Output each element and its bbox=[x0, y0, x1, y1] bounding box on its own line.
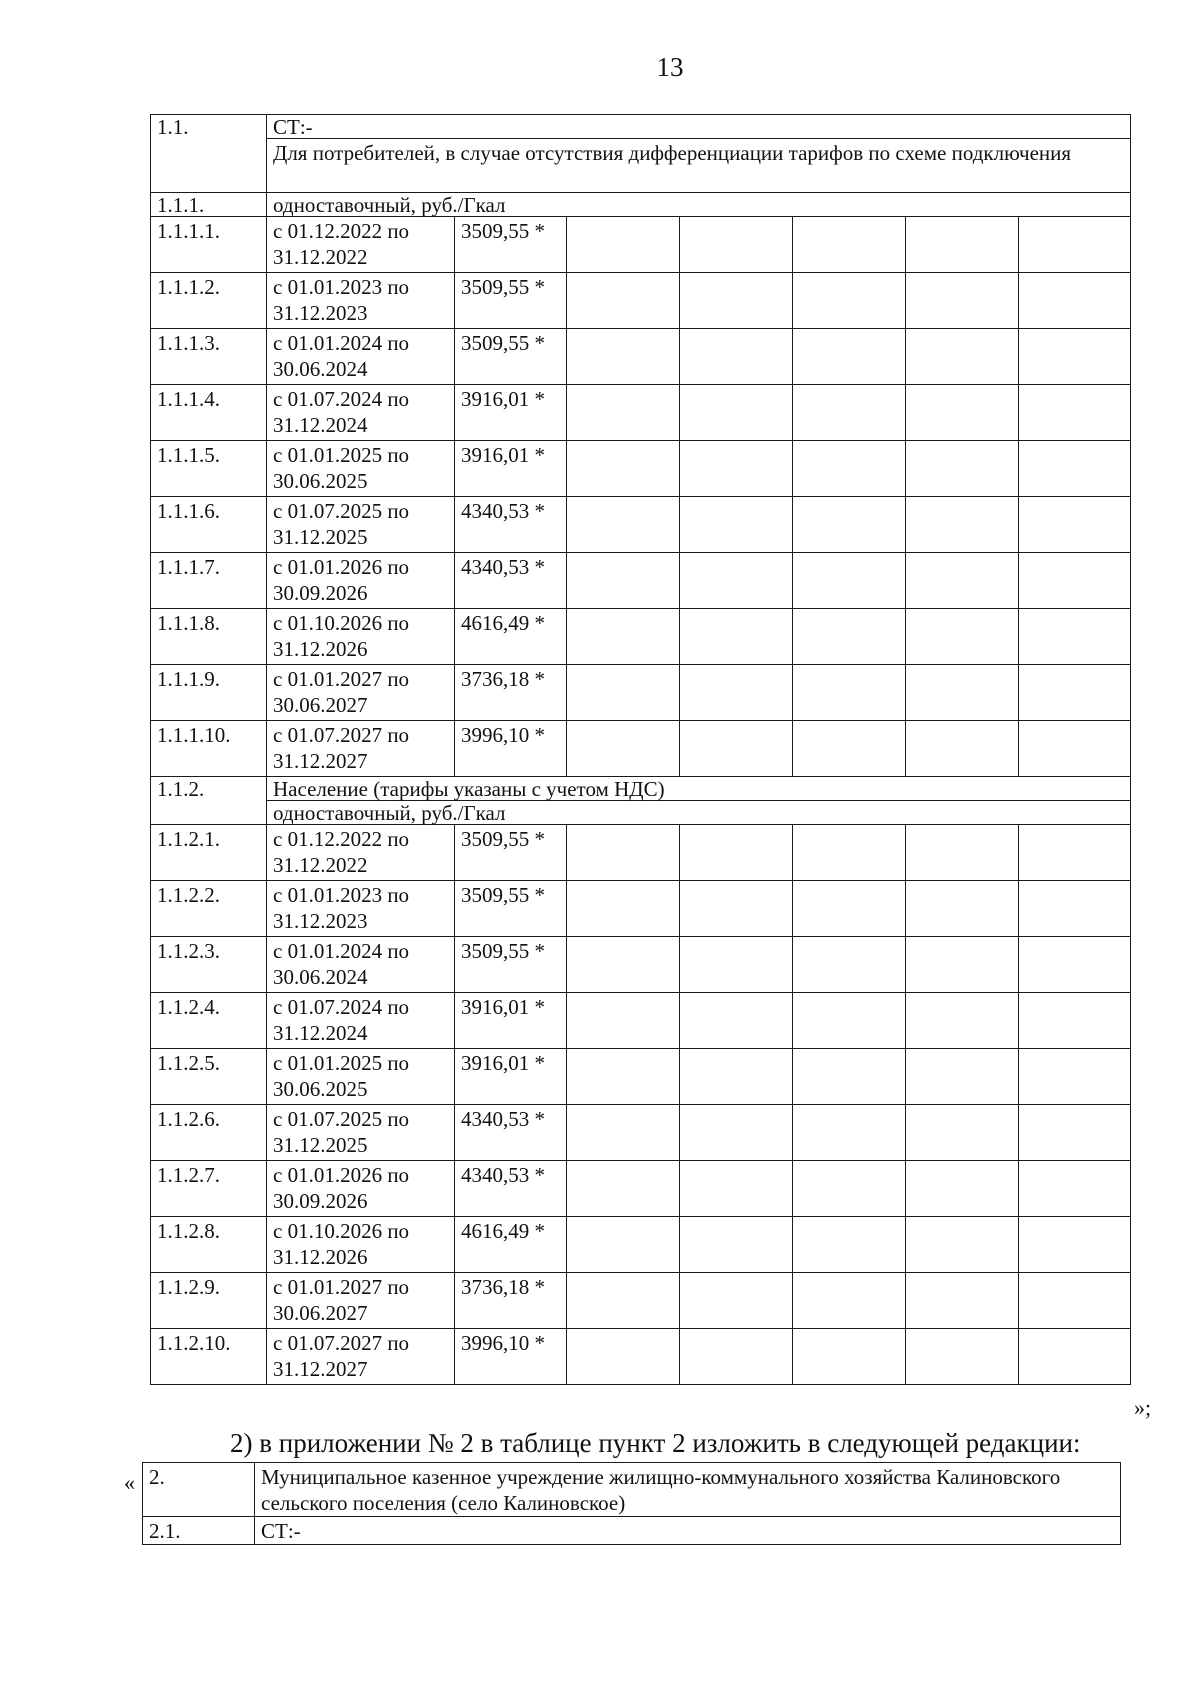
empty-cell bbox=[906, 609, 1019, 665]
population-tariff-row bbox=[151, 1217, 1131, 1273]
empty-cell bbox=[1019, 329, 1131, 385]
row-code: 1.1.2.10. bbox=[151, 1329, 267, 1385]
row-period: с 01.07.2025 по 31.12.2025 bbox=[267, 1105, 455, 1161]
empty-cell bbox=[680, 385, 793, 441]
empty-cell bbox=[793, 665, 906, 721]
group2-code: 1.1.2. bbox=[151, 777, 267, 825]
empty-cell bbox=[567, 1161, 680, 1217]
tariff-row bbox=[151, 441, 1131, 497]
empty-cell bbox=[793, 1217, 906, 1273]
empty-cell bbox=[1019, 497, 1131, 553]
row-period: с 01.12.2022 по 31.12.2022 bbox=[267, 825, 455, 881]
empty-cell bbox=[680, 825, 793, 881]
empty-cell bbox=[567, 609, 680, 665]
empty-cell bbox=[906, 1049, 1019, 1105]
row-period: с 01.07.2027 по 31.12.2027 bbox=[267, 1329, 455, 1385]
row-code: 1.1.1.9. bbox=[151, 665, 267, 721]
tariff-row bbox=[151, 497, 1131, 553]
empty-cell bbox=[567, 1049, 680, 1105]
tariff-row bbox=[151, 273, 1131, 329]
empty-cell bbox=[680, 441, 793, 497]
empty-cell bbox=[906, 1217, 1019, 1273]
empty-cell bbox=[793, 441, 906, 497]
empty-cell bbox=[906, 217, 1019, 273]
row-value: 3916,01 * bbox=[455, 1049, 567, 1105]
empty-cell bbox=[680, 553, 793, 609]
empty-cell bbox=[680, 1329, 793, 1385]
row-value: 4616,49 * bbox=[455, 609, 567, 665]
row-period: с 01.01.2023 по 31.12.2023 bbox=[267, 881, 455, 937]
row-value: 3509,55 * bbox=[455, 937, 567, 993]
empty-cell bbox=[906, 881, 1019, 937]
empty-cell bbox=[793, 1105, 906, 1161]
empty-cell bbox=[680, 721, 793, 777]
tariff-row bbox=[151, 553, 1131, 609]
row-value: 3736,18 * bbox=[455, 1273, 567, 1329]
empty-cell bbox=[680, 665, 793, 721]
row-value: 4340,53 * bbox=[455, 553, 567, 609]
empty-cell bbox=[567, 665, 680, 721]
empty-cell bbox=[567, 441, 680, 497]
row-code: 1.1.2.5. bbox=[151, 1049, 267, 1105]
empty-cell bbox=[793, 993, 906, 1049]
section-code: 1.1. bbox=[151, 115, 267, 193]
row-value: 3509,55 * bbox=[455, 329, 567, 385]
row-value: 3916,01 * bbox=[455, 441, 567, 497]
group1-code: 1.1.1. bbox=[151, 193, 267, 217]
empty-cell bbox=[906, 441, 1019, 497]
empty-cell bbox=[680, 881, 793, 937]
population-tariff-row bbox=[151, 1049, 1131, 1105]
group2-unit-row bbox=[151, 801, 1131, 825]
empty-cell bbox=[567, 217, 680, 273]
tariff-row bbox=[151, 721, 1131, 777]
empty-cell bbox=[793, 881, 906, 937]
row-value: 3996,10 * bbox=[455, 1329, 567, 1385]
opening-quote: « bbox=[124, 1470, 135, 1495]
row-period: с 01.12.2022 по 31.12.2022 bbox=[267, 217, 455, 273]
page-number: 13 bbox=[656, 52, 684, 82]
empty-cell bbox=[680, 1217, 793, 1273]
empty-cell bbox=[906, 273, 1019, 329]
empty-cell bbox=[567, 553, 680, 609]
tariff-table bbox=[150, 114, 1131, 1385]
empty-cell bbox=[793, 385, 906, 441]
empty-cell bbox=[1019, 1105, 1131, 1161]
row-period: с 01.01.2026 по 30.09.2026 bbox=[267, 1161, 455, 1217]
empty-cell bbox=[793, 1329, 906, 1385]
row-code: 1.1.2.3. bbox=[151, 937, 267, 993]
empty-cell bbox=[906, 329, 1019, 385]
empty-cell bbox=[567, 329, 680, 385]
empty-cell bbox=[906, 721, 1019, 777]
empty-cell bbox=[793, 497, 906, 553]
group2-unit: одноставочный, руб./Гкал bbox=[267, 801, 1131, 825]
tariff-row bbox=[151, 329, 1131, 385]
empty-cell bbox=[906, 1161, 1019, 1217]
row-code: 1.1.2.6. bbox=[151, 1105, 267, 1161]
empty-cell bbox=[1019, 937, 1131, 993]
empty-cell bbox=[680, 497, 793, 553]
empty-cell bbox=[906, 825, 1019, 881]
row-value: 3916,01 * bbox=[455, 993, 567, 1049]
row-code: 1.1.1.2. bbox=[151, 273, 267, 329]
row-period: с 01.10.2026 по 31.12.2026 bbox=[267, 609, 455, 665]
row-code: 1.1.1.10. bbox=[151, 721, 267, 777]
empty-cell bbox=[793, 273, 906, 329]
empty-cell bbox=[567, 993, 680, 1049]
empty-cell bbox=[680, 1105, 793, 1161]
empty-cell bbox=[567, 881, 680, 937]
row-code: 1.1.2.1. bbox=[151, 825, 267, 881]
tariff-row bbox=[151, 609, 1131, 665]
empty-cell bbox=[1019, 217, 1131, 273]
row-period: с 01.07.2027 по 31.12.2027 bbox=[267, 721, 455, 777]
empty-cell bbox=[567, 1329, 680, 1385]
empty-cell bbox=[567, 1273, 680, 1329]
row-period: с 01.07.2024 по 31.12.2024 bbox=[267, 993, 455, 1049]
tariff-row bbox=[151, 665, 1131, 721]
empty-cell bbox=[680, 329, 793, 385]
empty-cell bbox=[567, 1217, 680, 1273]
row-code: 1.1.2.9. bbox=[151, 1273, 267, 1329]
empty-cell bbox=[793, 1049, 906, 1105]
row-code: 1.1.2.4. bbox=[151, 993, 267, 1049]
population-tariff-row bbox=[151, 825, 1131, 881]
empty-cell bbox=[1019, 825, 1131, 881]
empty-cell bbox=[680, 1273, 793, 1329]
row-value: 3736,18 * bbox=[455, 665, 567, 721]
row-value: 3509,55 * bbox=[455, 825, 567, 881]
row-value: 3916,01 * bbox=[455, 385, 567, 441]
row-code: 1.1.2.2. bbox=[151, 881, 267, 937]
empty-cell bbox=[1019, 993, 1131, 1049]
amendment-instruction: 2) в приложении № 2 в таблице пункт 2 изложить в следующей редакции: bbox=[230, 1428, 1081, 1458]
appendix2-code: 2. bbox=[143, 1463, 255, 1517]
row-period: с 01.01.2027 по 30.06.2027 bbox=[267, 1273, 455, 1329]
tariff-row bbox=[151, 385, 1131, 441]
empty-cell bbox=[906, 497, 1019, 553]
empty-cell bbox=[793, 825, 906, 881]
row-period: с 01.01.2024 по 30.06.2024 bbox=[267, 937, 455, 993]
appendix2-table bbox=[142, 1462, 1121, 1545]
row-value: 4340,53 * bbox=[455, 497, 567, 553]
empty-cell bbox=[793, 329, 906, 385]
appendix2-organization: Муниципальное казенное учреждение жилищно-коммунального хозяйства Калиновского сельского поселения (село Калиновское) bbox=[255, 1463, 1121, 1517]
empty-cell bbox=[567, 1105, 680, 1161]
empty-cell bbox=[793, 721, 906, 777]
section-row bbox=[151, 115, 1131, 139]
empty-cell bbox=[1019, 1329, 1131, 1385]
row-code: 1.1.2.7. bbox=[151, 1161, 267, 1217]
empty-cell bbox=[567, 825, 680, 881]
empty-cell bbox=[567, 937, 680, 993]
row-code: 1.1.1.5. bbox=[151, 441, 267, 497]
empty-cell bbox=[793, 1273, 906, 1329]
empty-cell bbox=[1019, 385, 1131, 441]
empty-cell bbox=[906, 1273, 1019, 1329]
empty-cell bbox=[906, 665, 1019, 721]
empty-cell bbox=[1019, 665, 1131, 721]
row-period: с 01.01.2024 по 30.06.2024 bbox=[267, 329, 455, 385]
population-tariff-row bbox=[151, 881, 1131, 937]
row-value: 3996,10 * bbox=[455, 721, 567, 777]
empty-cell bbox=[906, 993, 1019, 1049]
row-code: 1.1.1.6. bbox=[151, 497, 267, 553]
appendix2-sub-code: 2.1. bbox=[143, 1517, 255, 1545]
empty-cell bbox=[567, 273, 680, 329]
empty-cell bbox=[793, 937, 906, 993]
empty-cell bbox=[680, 937, 793, 993]
empty-cell bbox=[1019, 1049, 1131, 1105]
section-description: Для потребителей, в случае отсутствия дифференциации тарифов по схеме подключения bbox=[267, 139, 1131, 193]
empty-cell bbox=[680, 993, 793, 1049]
population-tariff-row bbox=[151, 1105, 1131, 1161]
row-value: 4616,49 * bbox=[455, 1217, 567, 1273]
empty-cell bbox=[793, 553, 906, 609]
empty-cell bbox=[1019, 1217, 1131, 1273]
row-period: с 01.01.2025 по 30.06.2025 bbox=[267, 1049, 455, 1105]
row-code: 1.1.2.8. bbox=[151, 1217, 267, 1273]
empty-cell bbox=[1019, 609, 1131, 665]
row-code: 1.1.1.8. bbox=[151, 609, 267, 665]
empty-cell bbox=[1019, 1273, 1131, 1329]
population-tariff-row bbox=[151, 1161, 1131, 1217]
row-value: 3509,55 * bbox=[455, 217, 567, 273]
empty-cell bbox=[906, 937, 1019, 993]
row-value: 4340,53 * bbox=[455, 1161, 567, 1217]
appendix2-org-row bbox=[143, 1463, 1121, 1517]
section-description-row bbox=[151, 139, 1131, 193]
empty-cell bbox=[1019, 721, 1131, 777]
row-code: 1.1.1.3. bbox=[151, 329, 267, 385]
empty-cell bbox=[906, 385, 1019, 441]
empty-cell bbox=[680, 609, 793, 665]
empty-cell bbox=[567, 497, 680, 553]
appendix2-sub-label: СТ:- bbox=[255, 1517, 1121, 1545]
empty-cell bbox=[680, 217, 793, 273]
empty-cell bbox=[680, 273, 793, 329]
empty-cell bbox=[1019, 881, 1131, 937]
group1-header-row bbox=[151, 193, 1131, 217]
group2-title: Население (тарифы указаны с учетом НДС) bbox=[267, 777, 1131, 801]
empty-cell bbox=[793, 609, 906, 665]
empty-cell bbox=[1019, 553, 1131, 609]
row-period: с 01.01.2026 по 30.09.2026 bbox=[267, 553, 455, 609]
row-period: с 01.01.2027 по 30.06.2027 bbox=[267, 665, 455, 721]
empty-cell bbox=[1019, 1161, 1131, 1217]
row-value: 4340,53 * bbox=[455, 1105, 567, 1161]
row-period: с 01.07.2025 по 31.12.2025 bbox=[267, 497, 455, 553]
group1-unit: одноставочный, руб./Гкал bbox=[267, 193, 1131, 217]
empty-cell bbox=[793, 1161, 906, 1217]
population-tariff-row bbox=[151, 937, 1131, 993]
empty-cell bbox=[793, 217, 906, 273]
row-value: 3509,55 * bbox=[455, 273, 567, 329]
empty-cell bbox=[1019, 273, 1131, 329]
empty-cell bbox=[906, 1105, 1019, 1161]
empty-cell bbox=[1019, 441, 1131, 497]
closing-quote: »; bbox=[1134, 1395, 1152, 1420]
row-period: с 01.10.2026 по 31.12.2026 bbox=[267, 1217, 455, 1273]
group2-header-row bbox=[151, 777, 1131, 801]
empty-cell bbox=[906, 553, 1019, 609]
empty-cell bbox=[567, 721, 680, 777]
row-value: 3509,55 * bbox=[455, 881, 567, 937]
empty-cell bbox=[906, 1329, 1019, 1385]
row-period: с 01.01.2023 по 31.12.2023 bbox=[267, 273, 455, 329]
appendix2-sub-row bbox=[143, 1517, 1121, 1545]
row-code: 1.1.1.4. bbox=[151, 385, 267, 441]
population-tariff-row bbox=[151, 1273, 1131, 1329]
row-period: с 01.01.2025 по 30.06.2025 bbox=[267, 441, 455, 497]
population-tariff-row bbox=[151, 993, 1131, 1049]
row-code: 1.1.1.1. bbox=[151, 217, 267, 273]
empty-cell bbox=[680, 1161, 793, 1217]
population-tariff-row bbox=[151, 1329, 1131, 1385]
row-code: 1.1.1.7. bbox=[151, 553, 267, 609]
tariff-row bbox=[151, 217, 1131, 273]
row-period: с 01.07.2024 по 31.12.2024 bbox=[267, 385, 455, 441]
empty-cell bbox=[680, 1049, 793, 1105]
section-label: СТ:- bbox=[267, 115, 1131, 139]
empty-cell bbox=[567, 385, 680, 441]
